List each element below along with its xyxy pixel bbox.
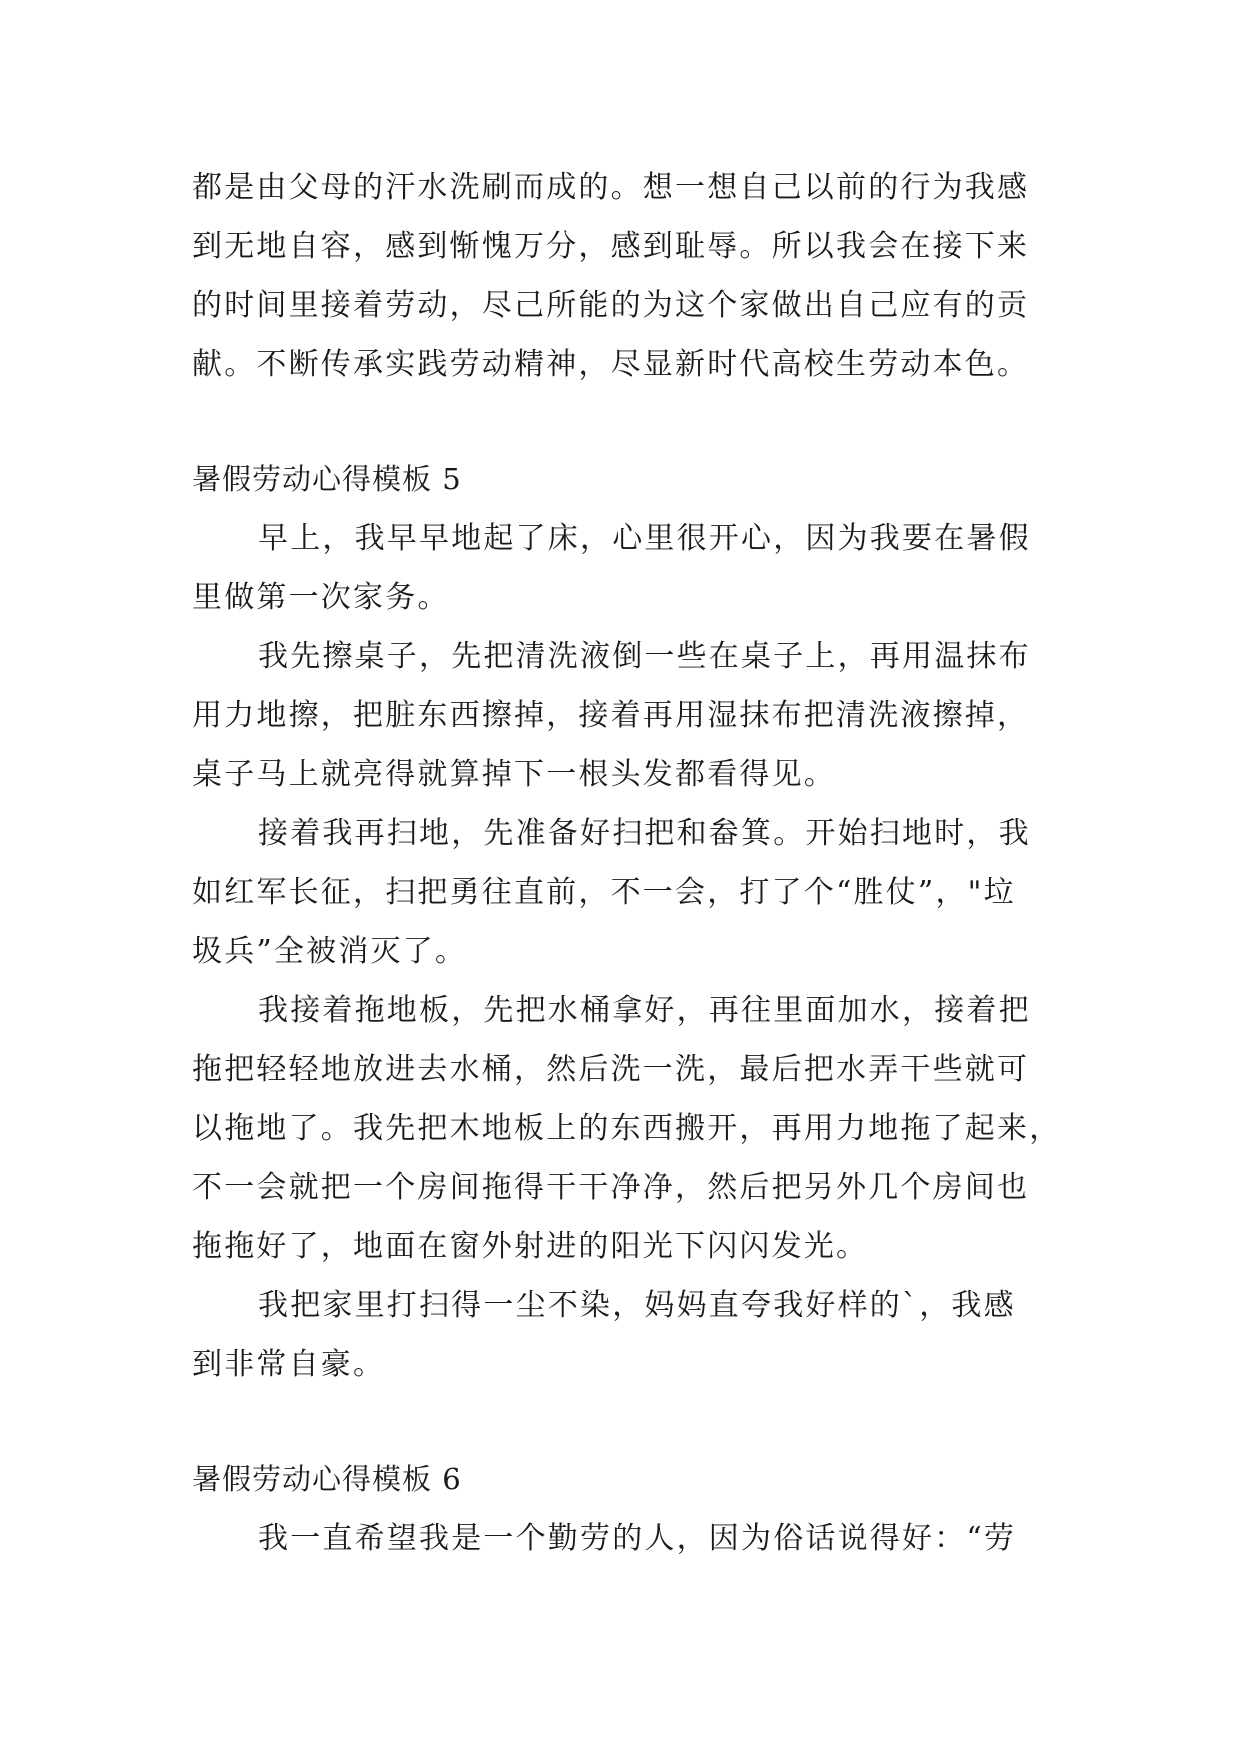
text-line: 用力地擦，把脏东西擦掉，接着再用湿抹布把清洗液擦掉， [192,698,1030,733]
text-line: 都是由父母的汗水洗刷而成的。想一想自己以前的行为我感 [192,170,1030,205]
section-heading: 暑假劳动心得模板 6 [192,1462,462,1496]
text-line: 以拖地了。我先把木地板上的东西搬开，再用力地拖了起来， [192,1111,1062,1146]
document-body [192,158,1062,1568]
text-line: 我一直希望我是一个勤劳的人，因为俗话说得好：“劳 [258,1521,1017,1556]
section-spacer [192,1394,1052,1450]
text-line: 的时间里接着劳动，尽己所能的为这个家做出自己应有的贡 [192,288,1030,323]
text-line: 接着我再扫地，先准备好扫把和畚箕。开始扫地时，我 [258,816,1031,851]
text-line: 如红军长征，扫把勇往直前，不一会，打了个“胜仗”，"垃 [192,875,1016,910]
paragraph [192,1276,1052,1394]
paragraph [192,804,1052,981]
paragraph [192,981,1062,1276]
paragraph [192,509,1052,627]
text-line: 早上，我早早地起了床，心里很开心，因为我要在暑假 [258,521,1031,556]
text-line: 献。不断传承实践劳动精神，尽显新时代高校生劳动本色。 [192,347,1030,382]
text-line: 我把家里打扫得一尘不染，妈妈直夸我好样的`，我感 [258,1288,1016,1323]
text-line: 不一会就把一个房间拖得干干净净，然后把另外几个房间也 [192,1170,1030,1205]
text-line: 我先擦桌子，先把清洗液倒一些在桌子上，再用温抹布 [258,639,1031,674]
text-line: 里做第一次家务。 [192,580,450,615]
text-line: 拖把轻轻地放进去水桶，然后洗一洗，最后把水弄干些就可 [192,1052,1030,1087]
section-5 [192,450,1062,1394]
section-6 [192,1450,1052,1568]
section-heading: 暑假劳动心得模板 5 [192,462,462,496]
text-line: 到非常自豪。 [192,1347,386,1382]
text-line: 拖拖好了，地面在窗外射进的阳光下闪闪发光。 [192,1229,869,1264]
continuation-paragraph [192,158,1052,394]
text-line: 桌子马上就亮得就算掉下一根头发都看得见。 [192,757,836,792]
text-line: 圾兵”全被消灭了。 [192,934,468,969]
paragraph [192,627,1052,804]
section-spacer [192,394,1052,450]
text-line: 到无地自容，感到惭愧万分，感到耻辱。所以我会在接下来 [192,229,1030,264]
text-line: 我接着拖地板，先把水桶拿好，再往里面加水，接着把 [258,993,1031,1028]
paragraph [192,1509,1052,1568]
